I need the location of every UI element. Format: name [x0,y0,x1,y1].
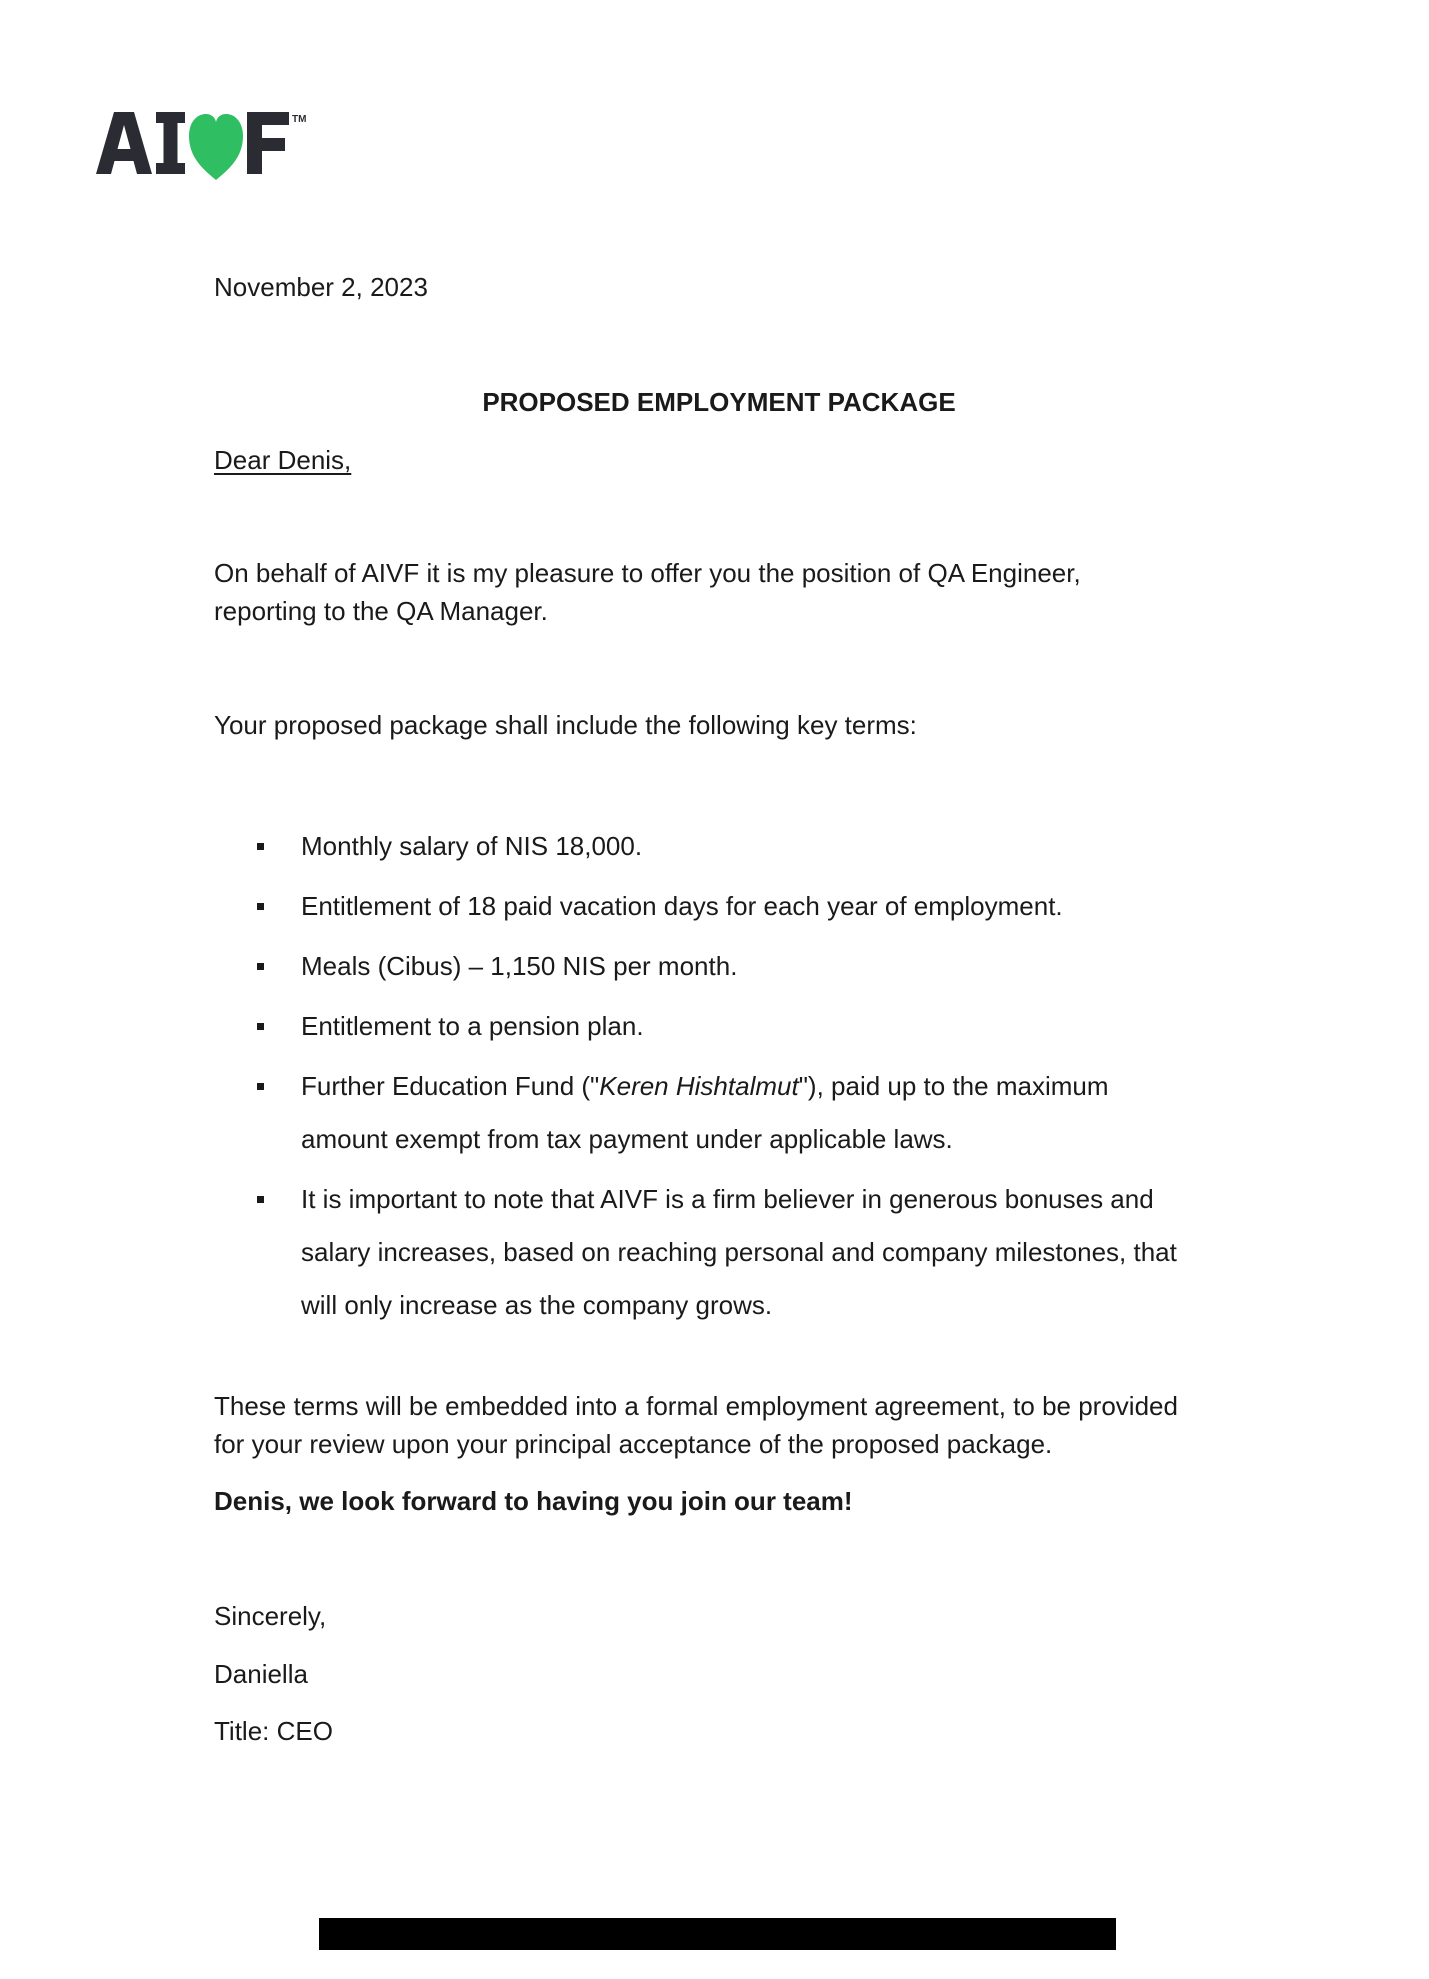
redaction-bar [319,1918,1116,1950]
square-bullet-icon [257,1196,264,1203]
term-text: Entitlement of 18 paid vacation days for each year of employment. [301,891,1063,921]
sign-off: Sincerely, [214,1601,327,1631]
term-text: will only increase as the company grows. [301,1290,773,1320]
term-item [214,1173,1224,1332]
aivf-logo-mark [96,110,326,184]
terms-list [214,820,1224,1339]
intro-line: reporting to the QA Manager. [214,596,548,626]
term-item [214,820,1224,873]
closing-paragraph [214,1387,1224,1463]
square-bullet-icon [257,1083,264,1090]
term-text-part: "), paid up to the maximum [798,1071,1109,1101]
square-bullet-icon [257,903,264,910]
term-text-part: Further Education Fund (" [301,1071,600,1101]
term-item [214,880,1224,933]
term-text: salary increases, based on reaching personal and company milestones, that [301,1237,1177,1267]
term-text: Meals (Cibus) – 1,150 NIS per month. [301,951,738,981]
terms-lead: Your proposed package shall include the following key terms: [214,710,917,740]
term-text: It is important to note that AIVF is a firm believer in generous bonuses and [301,1184,1154,1214]
letter-heading: PROPOSED EMPLOYMENT PACKAGE [482,387,956,417]
term-text [301,1060,1224,1113]
intro-paragraph [214,554,1214,630]
intro-line: On behalf of AIVF it is my pleasure to offer you the position of QA Engineer, [214,558,1081,588]
signer-name: Daniella [214,1659,308,1689]
term-text: Entitlement to a pension plan. [301,1011,644,1041]
term-item [214,1000,1224,1053]
closing-line: These terms will be embedded into a formal employment agreement, to be provided [214,1391,1178,1421]
term-text: amount exempt from tax payment under applicable laws. [301,1124,953,1154]
term-text-italic: Keren Hishtalmut [599,1071,799,1101]
welcome-statement: Denis, we look forward to having you join our team! [214,1486,853,1516]
term-item [214,1060,1224,1166]
aivf-logo [96,110,326,184]
term-item [214,940,1224,993]
square-bullet-icon [257,843,264,850]
square-bullet-icon [257,1023,264,1030]
closing-line: for your review upon your principal acceptance of the proposed package. [214,1429,1053,1459]
trademark-mark: TM [292,114,307,125]
square-bullet-icon [257,963,264,970]
letter-date: November 2, 2023 [214,272,428,302]
salutation: Dear Denis, [214,445,352,475]
signer-title: Title: CEO [214,1716,333,1746]
term-text: Monthly salary of NIS 18,000. [301,831,643,861]
